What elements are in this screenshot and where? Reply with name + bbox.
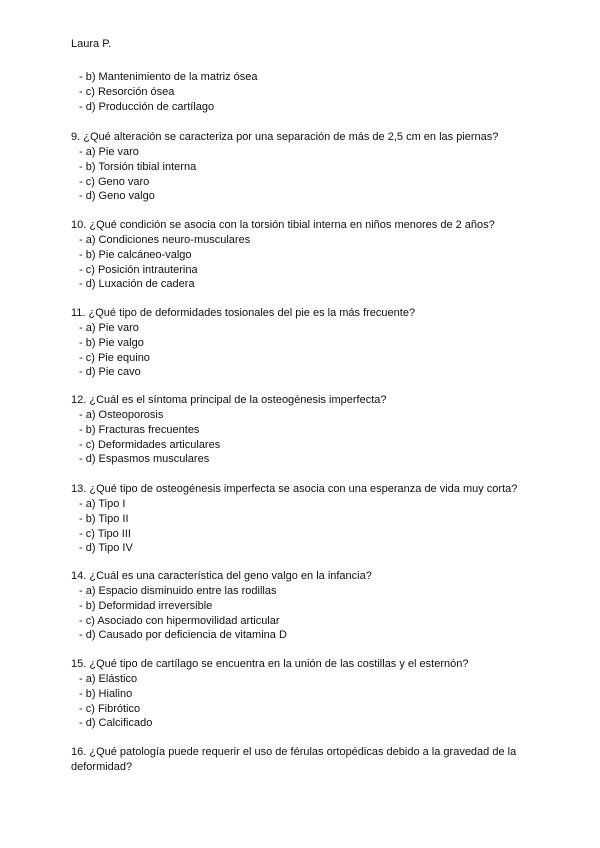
option-a: - a) Pie varo [79,322,139,334]
question-text: 15. ¿Qué tipo de cartílago se encuentra en la unión de las costillas y el esternón? [71,658,469,670]
option-c: - c) Posición intrauterina [79,263,198,276]
option-a: - a) Tipo I [79,498,126,510]
option-d: - d) Geno valgo [79,190,155,203]
option-b: - b) Pie valgo [79,336,144,349]
question-16 [71,745,541,775]
option-d: - d) Pie cavo [79,366,141,379]
option-a: - a) Pie varo [79,146,139,158]
option-a: - a) Condiciones neuro-musculares [79,234,251,246]
question-text: 13. ¿Qué tipo de osteogénesis imperfecta se asocia con una esperanza de vida muy corta? [71,483,518,495]
option-list [71,321,541,380]
option-d: - d) Luxación de cadera [79,278,195,291]
option-a: - a) Espacio disminuido entre las rodillas [79,585,277,597]
question-text: 16. ¿Qué patología puede requerir el uso de férulas ortopédicas debido a la gravedad de la deformidad? [71,746,517,773]
question-8-continuation [71,70,541,114]
question-text: 11. ¿Qué tipo de deformidades tosionales del pie es la más frecuente? [71,307,416,319]
option-b: - b) Hialino [79,687,133,700]
option-list [71,584,541,643]
option-list [71,497,541,556]
option-a: - a) Osteoporosis [79,409,164,421]
option-b: - b) Tipo II [79,512,129,525]
option-c: - c) Deformidades articulares [79,438,221,451]
option-list [71,233,541,292]
option-d: - d) Producción de cartílago [79,100,215,113]
option-b: - b) Pie calcáneo-valgo [79,248,192,261]
question-11 [71,306,541,380]
option-d: - d) Calcificado [79,717,153,730]
option-list [71,408,541,467]
option-b: - b) Deformidad irreversible [79,599,213,612]
option-d: - d) Espasmos musculares [79,453,210,466]
author-name: Laura P. [71,38,112,50]
option-c: - c) Fibrótico [79,702,141,715]
question-12 [71,393,541,467]
option-d: - d) Causado por deficiencia de vitamina D [79,629,287,642]
question-text: 10. ¿Qué condición se asocia con la torsión tibial interna en niños menores de 2 años? [71,219,495,231]
option-b: - b) Torsión tibial interna [79,160,197,173]
option-c: - c) Resorción ósea [79,85,175,98]
option-c: - c) Tipo III [79,527,131,540]
option-list [71,145,541,204]
option-b: - b) Fracturas frecuentes [79,423,200,436]
question-10 [71,218,541,292]
question-text: 9. ¿Qué alteración se caracteriza por una separación de más de 2,5 cm en las piernas? [71,131,499,143]
question-text: 14. ¿Cuál es una característica del geno valgo en la infancia? [71,570,372,582]
option-c: - c) Geno varo [79,175,150,188]
option-a: - a) Elástico [79,673,138,685]
option-c: - c) Pie equino [79,351,150,364]
question-9 [71,130,541,204]
question-15 [71,657,541,731]
question-13 [71,482,541,556]
option-c: - c) Asociado con hipermovilidad articular [79,614,280,627]
option-list [71,70,541,114]
option-b: - b) Mantenimiento de la matriz ósea [79,71,258,83]
question-text: 12. ¿Cuál es el síntoma principal de la osteogénesis imperfecta? [71,394,387,406]
option-list [71,672,541,731]
option-d: - d) Tipo IV [79,542,133,555]
question-14 [71,569,541,643]
